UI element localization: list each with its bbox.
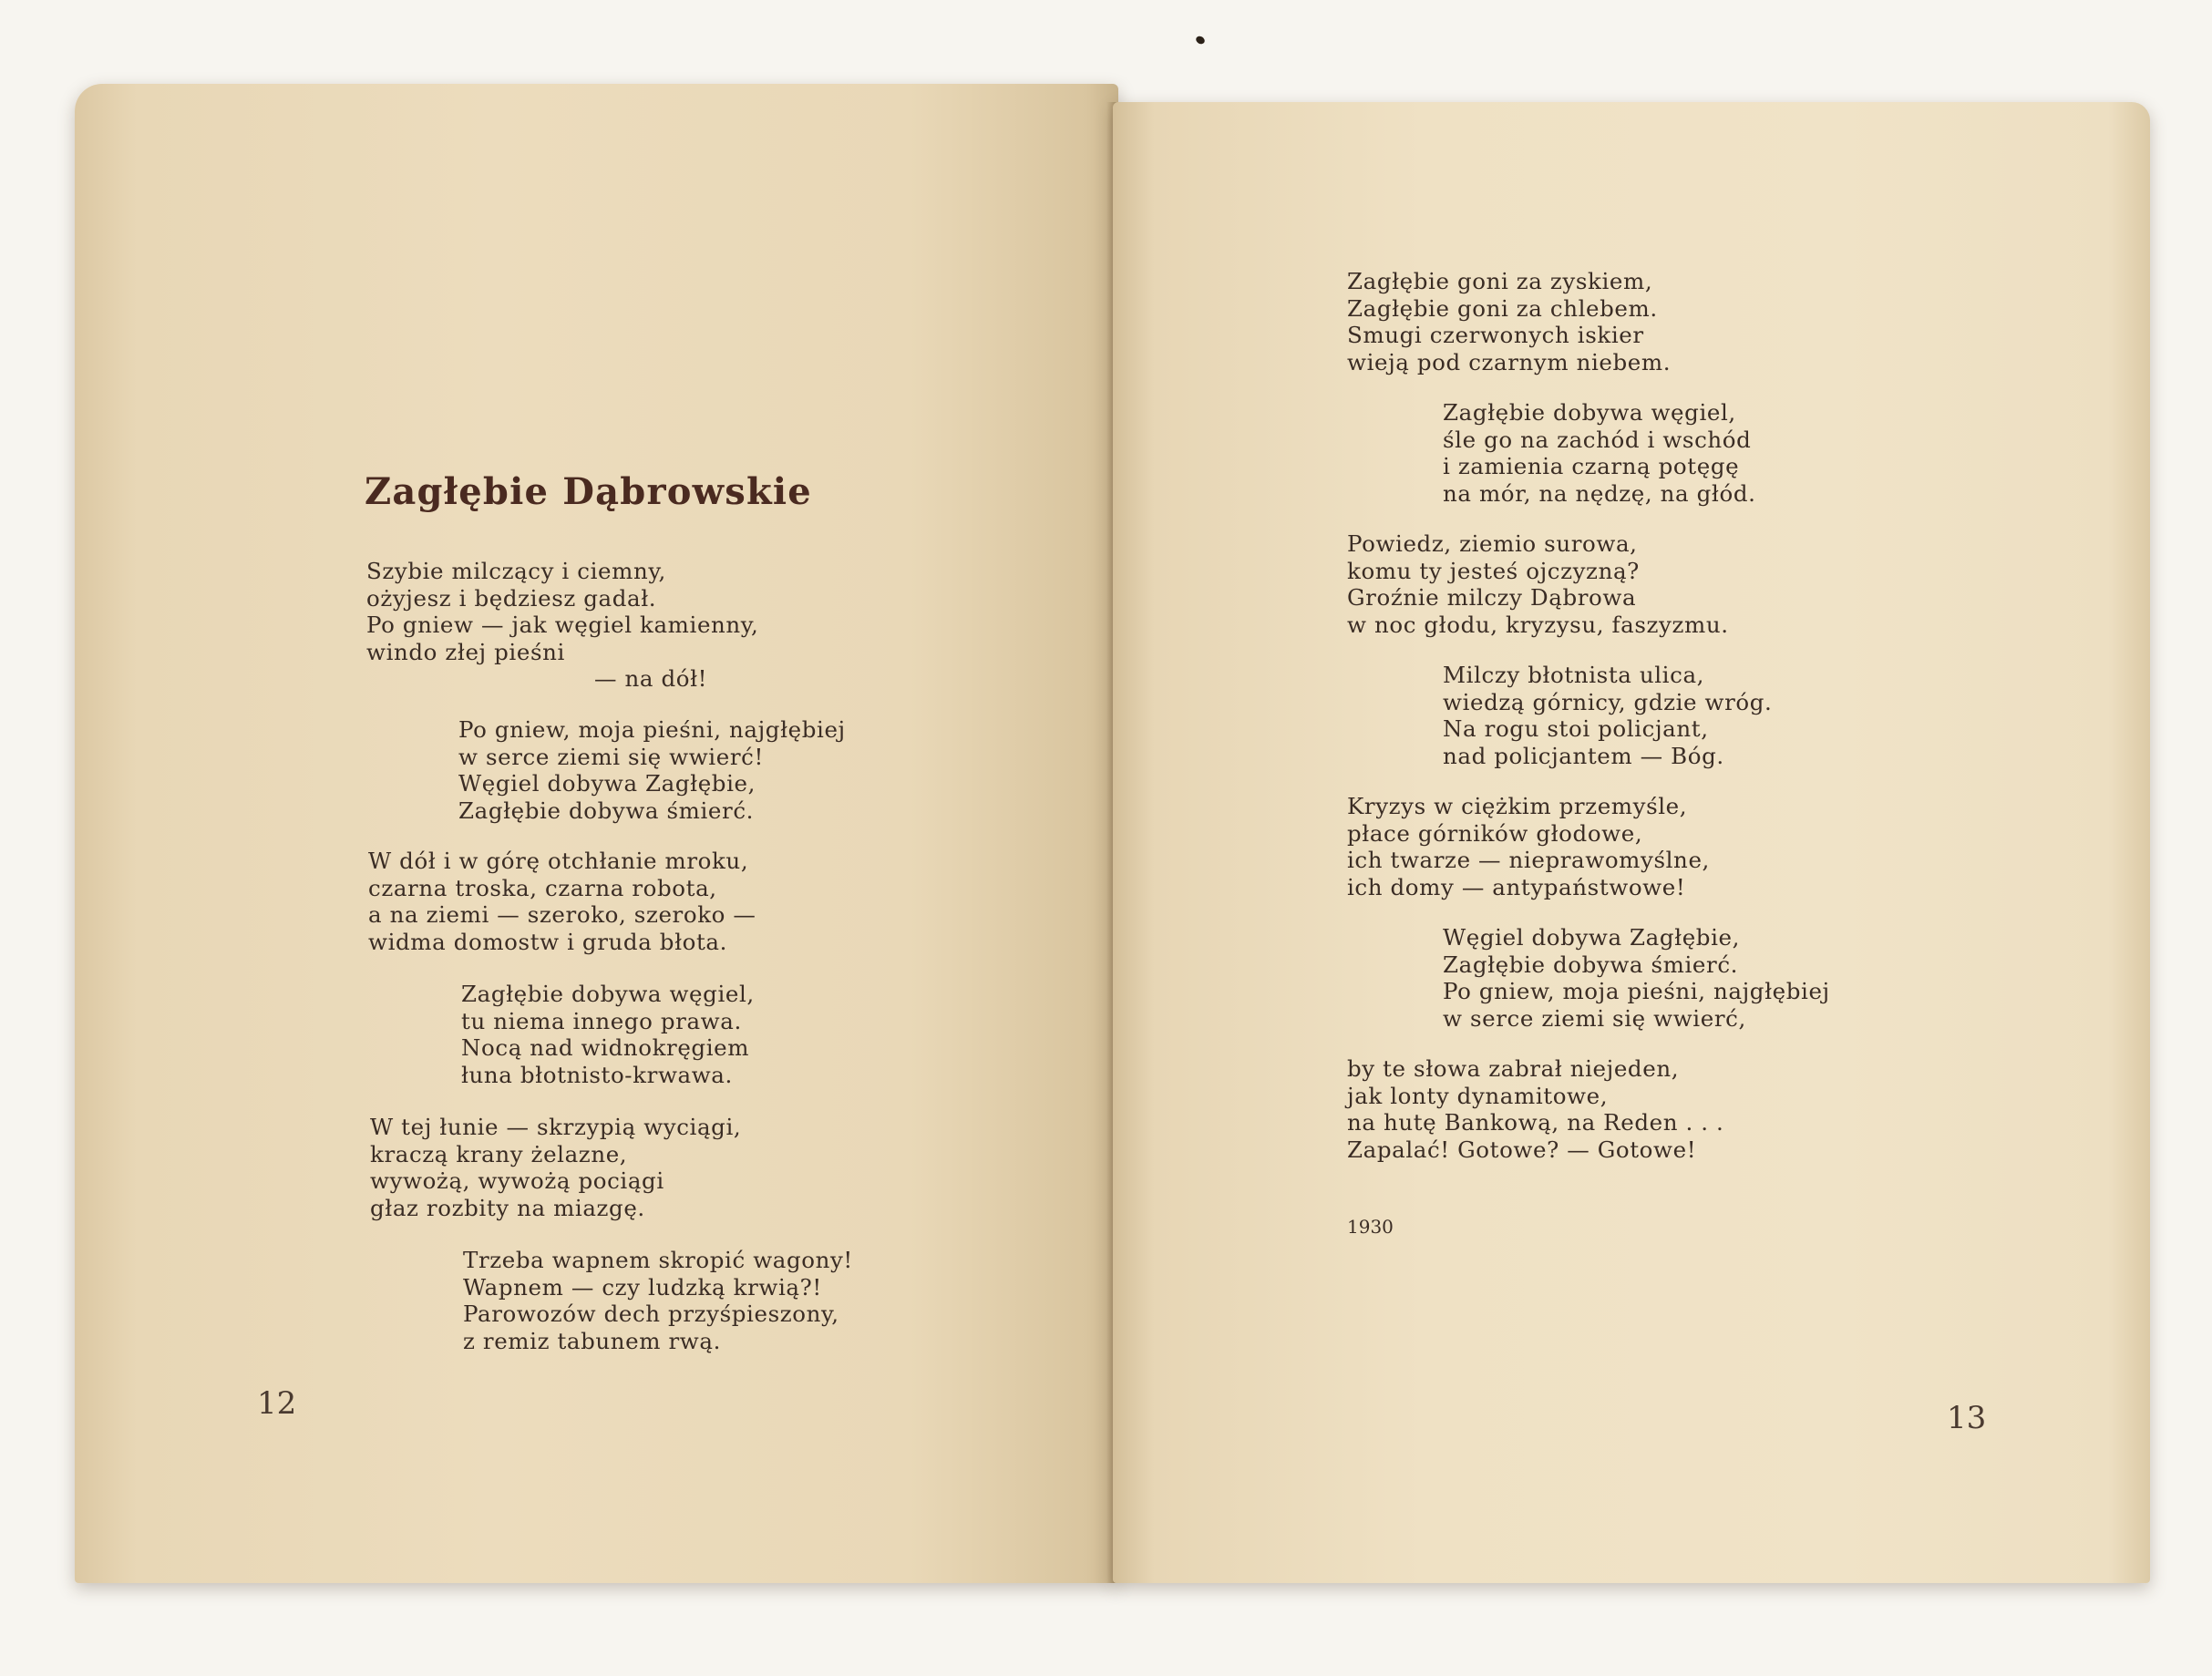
- verse-line: na hutę Bankową, na Reden . . .: [1347, 1109, 1724, 1136]
- verse-line: Zagłębie dobywa węgiel,: [461, 981, 755, 1007]
- verse-line: Po gniew, moja pieśni, najgłębiej: [458, 716, 846, 743]
- verse-line: ich domy — antypaństwowe!: [1347, 873, 1686, 900]
- stanza-3: [1347, 530, 1729, 638]
- verse-line: łuna błotnisto-krwawa.: [461, 1061, 733, 1088]
- verse-line: Zapalać! Gotowe? — Gotowe!: [1347, 1136, 1697, 1163]
- verse-line: Zagłębie goni za zyskiem,: [1347, 268, 1653, 294]
- verse-line: Po gniew, moja pieśni, najgłębiej: [1443, 978, 1830, 1005]
- verse-line: tu niema innego prawa.: [461, 1007, 742, 1034]
- stanza-3: [368, 848, 756, 955]
- verse-line: nad policjantem — Bóg.: [1443, 742, 1724, 769]
- verse-line: Wapnem — czy ludzką krwią?!: [463, 1273, 822, 1301]
- verse-line: Zagłębie dobywa śmierć.: [1443, 951, 1739, 978]
- right-page: [1113, 102, 2150, 1583]
- verse-line: komu ty jesteś ojczyzną?: [1347, 557, 1640, 584]
- stanza-2: [458, 716, 846, 824]
- stanza-4: [461, 981, 755, 1088]
- verse-line: widma domostw i gruda błota.: [368, 928, 728, 955]
- verse-line: by te słowa zabrał niejeden,: [1347, 1055, 1680, 1082]
- verse-line: ożyjesz i będziesz gadał.: [366, 584, 657, 612]
- verse-line: Nocą nad widnokręgiem: [461, 1034, 750, 1062]
- poem-date: 1930: [1347, 1216, 1394, 1238]
- verse-line: głaz rozbity na miazgę.: [370, 1194, 645, 1221]
- stanza-5: [370, 1114, 741, 1221]
- verse-line: płace górników głodowe,: [1347, 819, 1643, 847]
- verse-line: w serce ziemi się wwierć,: [1443, 1004, 1746, 1032]
- verse-line: Na rogu stoi policjant,: [1443, 715, 1709, 743]
- verse-line: Zagłębie dobywa węgiel,: [1443, 399, 1736, 426]
- verse-line: Powiedz, ziemio surowa,: [1347, 530, 1638, 557]
- stanza-5: [1347, 793, 1710, 900]
- verse-line: Groźnie milczy Dąbrowa: [1347, 584, 1637, 612]
- stanza-6: [463, 1247, 853, 1354]
- stanza-1: [1347, 268, 1671, 375]
- verse-line: Trzeba wapnem skropić wagony!: [463, 1247, 853, 1273]
- verse-line: z remiz tabunem rwą.: [463, 1327, 721, 1354]
- verse-line: na mór, na nędzę, na głód.: [1443, 479, 1756, 507]
- verse-line: wiedzą górnicy, gdzie wróg.: [1443, 688, 1773, 715]
- verse-line: w noc głodu, kryzysu, faszyzmu.: [1347, 611, 1729, 638]
- verse-line: Milczy błotnista ulica,: [1443, 662, 1705, 688]
- stanza-7: [1347, 1055, 1723, 1163]
- verse-line: Szybie milczący i ciemny,: [366, 558, 666, 584]
- dust-speck: [1195, 35, 1207, 46]
- verse-line: — na dół!: [594, 665, 708, 693]
- verse-line: Parowozów dech przyśpieszony,: [463, 1301, 839, 1328]
- verse-line: Kryzys w ciężkim przemyśle,: [1347, 793, 1688, 819]
- verse-line: ich twarze — nieprawomyślne,: [1347, 847, 1710, 874]
- verse-line: Węgiel dobywa Zagłębie,: [1443, 924, 1741, 951]
- verse-line: czarna troska, czarna robota,: [368, 874, 717, 901]
- verse-line: wywożą, wywożą pociągi: [370, 1167, 664, 1195]
- verse-line: W dół i w górę otchłanie mroku,: [368, 848, 749, 874]
- verse-line: w serce ziemi się wwierć!: [458, 743, 764, 770]
- verse-line: kraczą krany żelazne,: [370, 1140, 628, 1167]
- verse-line: windo złej pieśni: [366, 638, 565, 665]
- verse-line: i zamienia czarną potęgę: [1443, 453, 1740, 480]
- page-number-right: 13: [1947, 1400, 1987, 1436]
- verse-line: Węgiel dobywa Zagłębie,: [458, 770, 756, 797]
- stanza-6: [1443, 924, 1830, 1032]
- verse-line: Zagłębie dobywa śmierć.: [458, 797, 755, 824]
- verse-line: Po gniew — jak węgiel kamienny,: [366, 612, 759, 639]
- page-number-left: 12: [257, 1385, 297, 1422]
- verse-line: śle go na zachód i wschód: [1443, 426, 1752, 453]
- stanza-4: [1443, 662, 1772, 769]
- poem-title: Zagłębie Dąbrowskie: [365, 470, 812, 513]
- verse-line: W tej łunie — skrzypią wyciągi,: [370, 1114, 742, 1140]
- verse-line: Zagłębie goni za chlebem.: [1347, 294, 1658, 322]
- verse-line: jak lonty dynamitowe,: [1347, 1082, 1609, 1109]
- verse-line: wieją pod czarnym niebem.: [1347, 348, 1672, 375]
- stanza-2: [1443, 399, 1756, 507]
- left-page: [75, 84, 1118, 1583]
- verse-line: Smugi czerwonych iskier: [1347, 322, 1644, 349]
- stanza-1: [366, 558, 758, 693]
- verse-line: a na ziemi — szeroko, szeroko —: [368, 901, 756, 929]
